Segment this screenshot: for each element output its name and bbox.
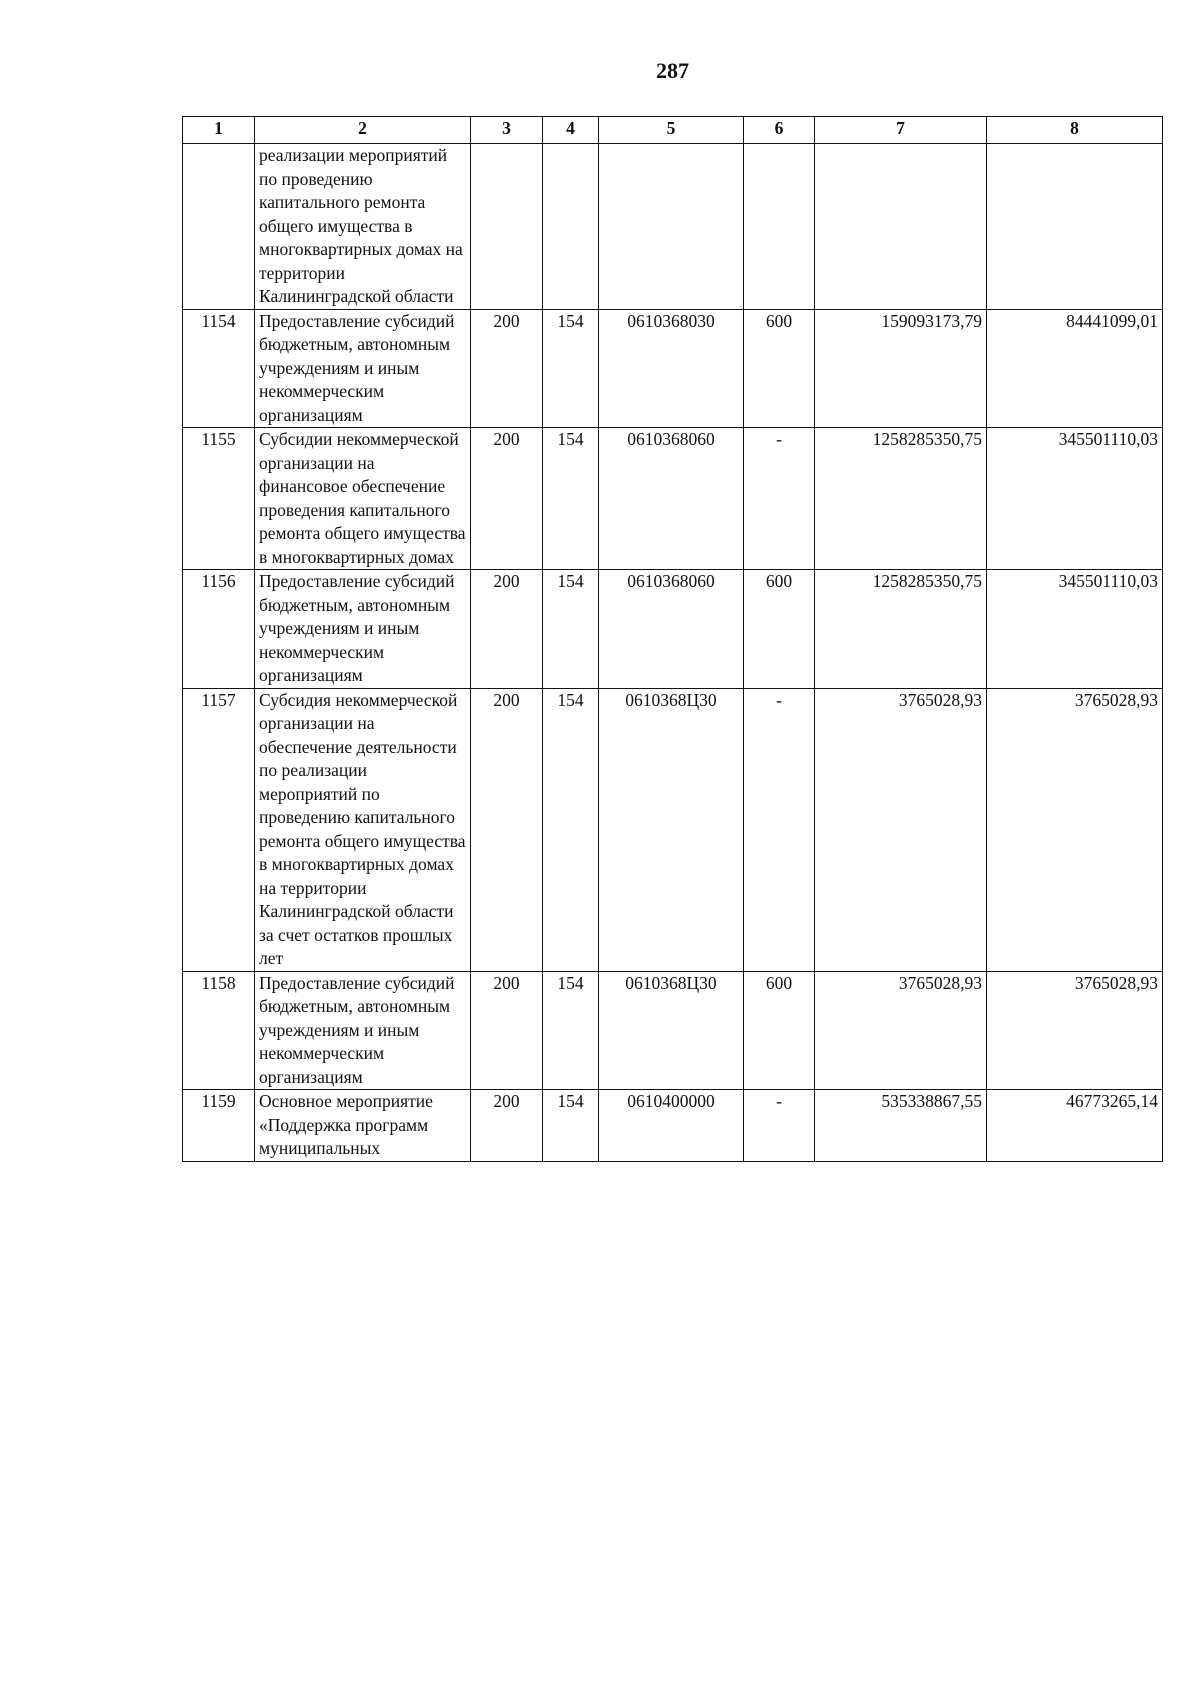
column-header: 2 <box>255 117 471 144</box>
cell-col8: 345501110,03 <box>987 570 1163 689</box>
row-number: 1154 <box>183 309 255 428</box>
cell-col4 <box>543 144 599 310</box>
row-name: Предоставление субсидий бюджетным, автономным учреждениям и иным некоммерческим организациям <box>255 309 471 428</box>
row-number: 1159 <box>183 1090 255 1162</box>
cell-col8: 345501110,03 <box>987 428 1163 570</box>
column-header: 7 <box>815 117 987 144</box>
row-number: 1155 <box>183 428 255 570</box>
page-number: 287 <box>656 58 689 83</box>
table-row <box>183 688 1163 971</box>
cell-col5: 0610368Ц30 <box>599 688 744 971</box>
table-row <box>183 570 1163 689</box>
row-number: 1156 <box>183 570 255 689</box>
column-header: 1 <box>183 117 255 144</box>
cell-col7: 535338867,55 <box>815 1090 987 1162</box>
cell-col6: - <box>744 688 815 971</box>
column-header: 6 <box>744 117 815 144</box>
cell-col5: 0610368030 <box>599 309 744 428</box>
cell-col5 <box>599 144 744 310</box>
row-name: Предоставление субсидий бюджетным, автономным учреждениям и иным некоммерческим организациям <box>255 971 471 1090</box>
cell-col7: 1258285350,75 <box>815 570 987 689</box>
column-header: 3 <box>471 117 543 144</box>
cell-col4: 154 <box>543 428 599 570</box>
cell-col7: 159093173,79 <box>815 309 987 428</box>
table-row <box>183 1090 1163 1162</box>
row-number: 1157 <box>183 688 255 971</box>
row-name: Предоставление субсидий бюджетным, автономным учреждениям и иным некоммерческим организациям <box>255 570 471 689</box>
row-number <box>183 144 255 310</box>
cell-col6: 600 <box>744 570 815 689</box>
column-header: 4 <box>543 117 599 144</box>
row-name: Субсидия некоммерческой организации на обеспечение деятельности по реализации мероприятий по проведению капитального ремонта общего имущества в многоквартирных домах на территории Калининградской области за счет остатков прошлых лет <box>255 688 471 971</box>
table-header-row <box>183 117 1163 144</box>
cell-col3: 200 <box>471 428 543 570</box>
table-row <box>183 428 1163 570</box>
cell-col3 <box>471 144 543 310</box>
column-header: 8 <box>987 117 1163 144</box>
cell-col3: 200 <box>471 971 543 1090</box>
cell-col8: 3765028,93 <box>987 688 1163 971</box>
table-row <box>183 971 1163 1090</box>
row-name: Субсидии некоммерческой организации на финансовое обеспечение проведения капитального ремонта общего имущества в многоквартирных домах <box>255 428 471 570</box>
cell-col8: 84441099,01 <box>987 309 1163 428</box>
cell-col3: 200 <box>471 570 543 689</box>
row-number: 1158 <box>183 971 255 1090</box>
column-header: 5 <box>599 117 744 144</box>
cell-col3: 200 <box>471 309 543 428</box>
budget-table <box>182 116 1163 1162</box>
cell-col5: 0610368060 <box>599 570 744 689</box>
cell-col5: 0610400000 <box>599 1090 744 1162</box>
table-row <box>183 309 1163 428</box>
cell-col5: 0610368Ц30 <box>599 971 744 1090</box>
cell-col6: - <box>744 428 815 570</box>
cell-col7: 1258285350,75 <box>815 428 987 570</box>
cell-col4: 154 <box>543 971 599 1090</box>
cell-col3: 200 <box>471 1090 543 1162</box>
cell-col7: 3765028,93 <box>815 971 987 1090</box>
row-name: реализации мероприятий по проведению капитального ремонта общего имущества в многоквартирных домах на территории Калининградской области <box>255 144 471 310</box>
cell-col7 <box>815 144 987 310</box>
cell-col4: 154 <box>543 570 599 689</box>
cell-col4: 154 <box>543 309 599 428</box>
cell-col6 <box>744 144 815 310</box>
cell-col8 <box>987 144 1163 310</box>
cell-col6: - <box>744 1090 815 1162</box>
row-name: Основное мероприятие «Поддержка программ муниципальных <box>255 1090 471 1162</box>
cell-col8: 46773265,14 <box>987 1090 1163 1162</box>
cell-col8: 3765028,93 <box>987 971 1163 1090</box>
cell-col4: 154 <box>543 688 599 971</box>
cell-col5: 0610368060 <box>599 428 744 570</box>
cell-col6: 600 <box>744 971 815 1090</box>
cell-col4: 154 <box>543 1090 599 1162</box>
cell-col3: 200 <box>471 688 543 971</box>
cell-col7: 3765028,93 <box>815 688 987 971</box>
table-row <box>183 144 1163 310</box>
cell-col6: 600 <box>744 309 815 428</box>
